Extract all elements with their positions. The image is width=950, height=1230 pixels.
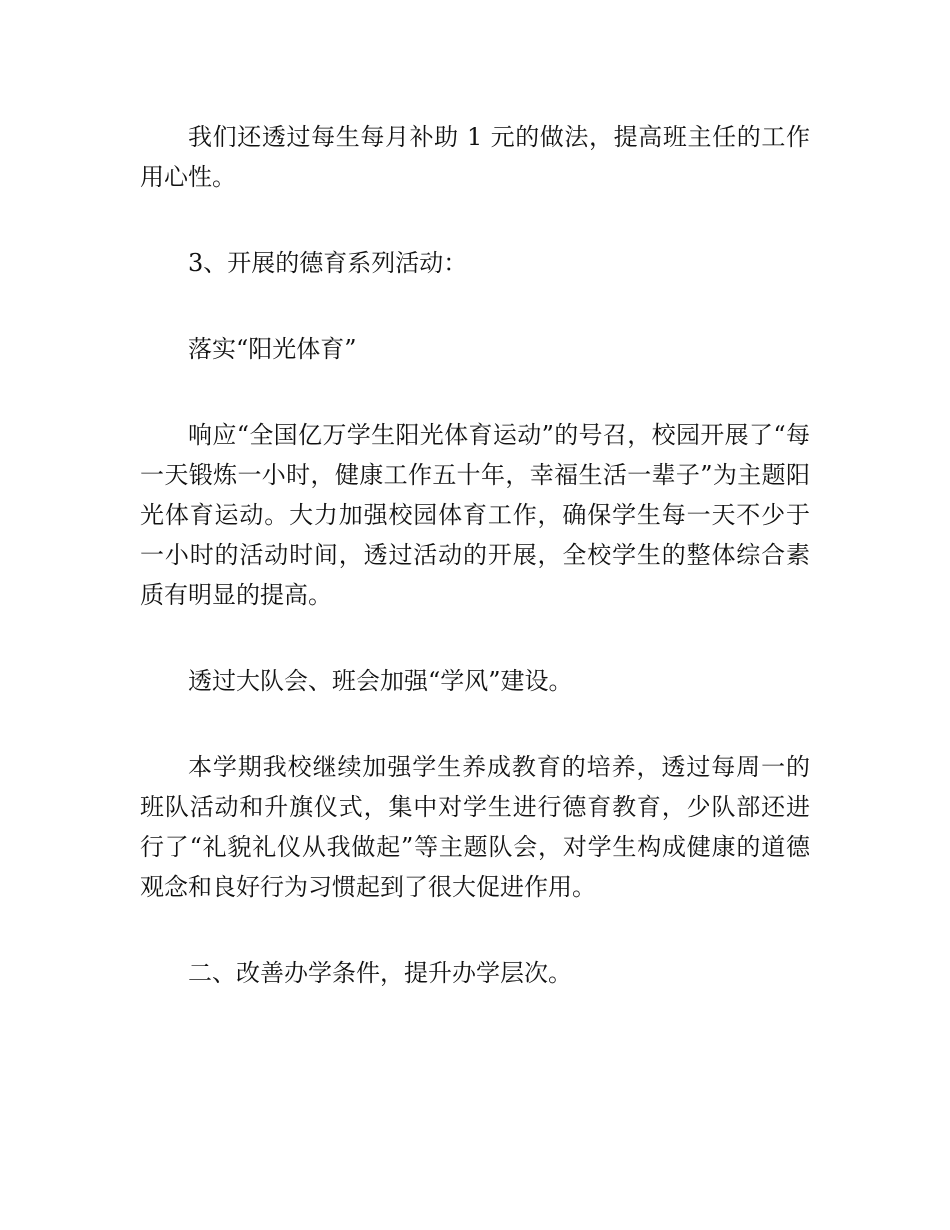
paragraph-subsidy: 我们还透过每生每月补助 1 元的做法，提高班主任的工作用心性。 [140,123,810,191]
heading-sunshine-sports: 落实“阳光体育” [188,335,357,363]
paragraph-sunshine-sports: 响应“全国亿万学生阳光体育运动”的号召，校园开展了“每一天锻炼一小时，健康工作五十年，幸福生活一辈子”为主题阳光体育运动。大力加强校园体育工作，确保学生每一天不少于一小时的活动时间，透过活动的开展，全校学生的整体综合素质有明显的提高。 [140,421,810,609]
heading-improve-conditions: 二、改善办学条件，提升办学层次。 [188,959,572,987]
paragraph-habit-education: 本学期我校继续加强学生养成教育的培养，透过每周一的班队活动和升旗仪式，集中对学生进行德育教育，少队部还进行了“礼貌礼仪从我做起”等主题队会，对学生构成健康的道德观念和良好行为习惯起到了很大促进作用。 [140,753,810,901]
document-body [140,117,810,1039]
heading-study-style: 透过大队会、班会加强“学风”建设。 [188,667,573,695]
heading-moral-activities: 3、开展的德育系列活动： [188,249,468,277]
